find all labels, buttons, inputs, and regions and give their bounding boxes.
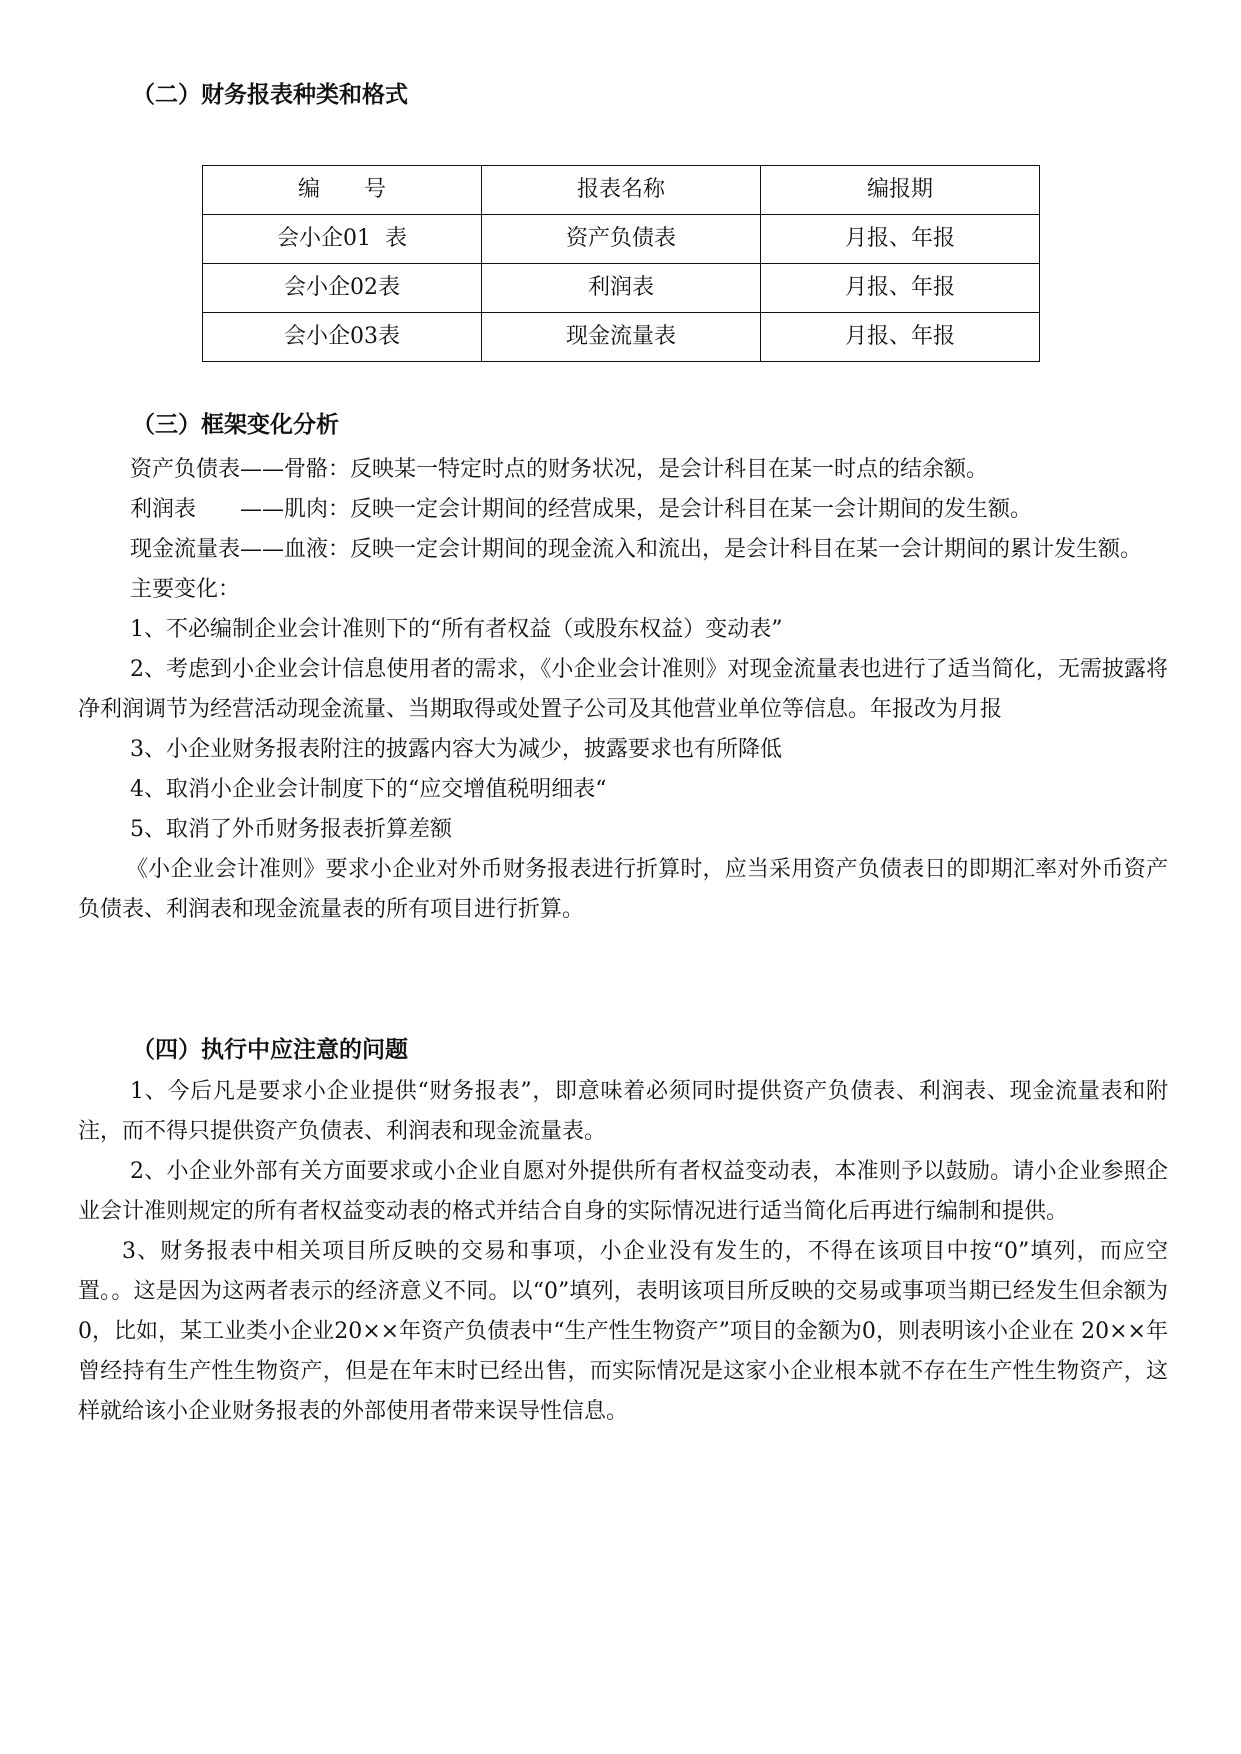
table-row [203, 313, 1040, 362]
table-cell: 会小企01 表 [203, 215, 482, 264]
table-cell: 月报、年报 [761, 215, 1040, 264]
report-types-table [202, 165, 1040, 362]
table-cell: 资产负债表 [482, 215, 761, 264]
paragraph: 现金流量表——血液：反映一定会计期间的现金流入和流出，是会计科目在某一会计期间的累计发生额。 [130, 537, 1143, 562]
paragraph: 《小企业会计准则》要求小企业对外币财务报表进行折算时，应当采用资产负债表日的即期汇率对外币资产负债表、利润表和现金流量表的所有项目进行折算。 [78, 857, 1168, 922]
table-header-cell: 编 号 [203, 166, 482, 215]
paragraph: 1、今后凡是要求小企业提供“财务报表”，即意味着必须同时提供资产负债表、利润表、现金流量表和附注，而不得只提供资产负债表、利润表和现金流量表。 [78, 1079, 1168, 1144]
table-header-row [203, 166, 1040, 215]
table-header-cell: 报表名称 [482, 166, 761, 215]
table-row [203, 215, 1040, 264]
paragraph: 3、财务报表中相关项目所反映的交易和事项，小企业没有发生的，不得在该项目中按“0”填列，而应空置。。这是因为这两者表示的经济意义不同。以“0”填列，表明该项目所反映的交易或事项当期已经发生但余额为0，比如，某工业类小企业20××年资产负债表中“生产性生物资产”项目的金额为0，则表明该小企业在 20××年曾经持有生产性生物资产，但是在年末时已经出售，而实际情况是这家小企业根本就不存在生产性生物资产，这样就给该小企业财务报表的外部使用者带来误导性信息。 [78, 1239, 1168, 1424]
paragraph: 3、小企业财务报表附注的披露内容大为减少，披露要求也有所降低 [130, 737, 782, 762]
paragraph: 资产负债表——骨骼：反映某一特定时点的财务状况，是会计科目在某一时点的结余额。 [130, 457, 989, 482]
paragraph: 2、小企业外部有关方面要求或小企业自愿对外提供所有者权益变动表，本准则予以鼓励。请小企业参照企业会计准则规定的所有者权益变动表的格式并结合自身的实际情况进行适当简化后再进行编制和提供。 [78, 1159, 1168, 1224]
table-cell: 现金流量表 [482, 313, 761, 362]
table-row [203, 264, 1040, 313]
paragraph: 4、取消小企业会计制度下的“应交增值税明细表“ [130, 777, 607, 802]
paragraph: 2、考虑到小企业会计信息使用者的需求，《小企业会计准则》对现金流量表也进行了适当简化，无需披露将净利润调节为经营活动现金流量、当期取得或处置子公司及其他营业单位等信息。年报改为月报 [78, 657, 1168, 722]
section-3-heading: （三）框架变化分析 [132, 411, 339, 438]
paragraph: 主要变化： [130, 577, 241, 602]
section-4-body [78, 1072, 1168, 1432]
table-header-cell: 编报期 [761, 166, 1040, 215]
paragraph: 5、取消了外币财务报表折算差额 [130, 817, 452, 842]
table-cell: 会小企02表 [203, 264, 482, 313]
table-cell: 月报、年报 [761, 264, 1040, 313]
table-cell: 月报、年报 [761, 313, 1040, 362]
paragraph: 利润表 ——肌肉：反映一定会计期间的经营成果，是会计科目在某一会计期间的发生额。 [130, 497, 1033, 522]
section-3-body [78, 450, 1168, 930]
section-4-heading: （四）执行中应注意的问题 [132, 1036, 408, 1063]
section-2-heading: （二）财务报表种类和格式 [132, 81, 408, 108]
table-cell: 利润表 [482, 264, 761, 313]
table-cell: 会小企03表 [203, 313, 482, 362]
paragraph: 1、不必编制企业会计准则下的“所有者权益（或股东权益）变动表” [130, 617, 783, 642]
